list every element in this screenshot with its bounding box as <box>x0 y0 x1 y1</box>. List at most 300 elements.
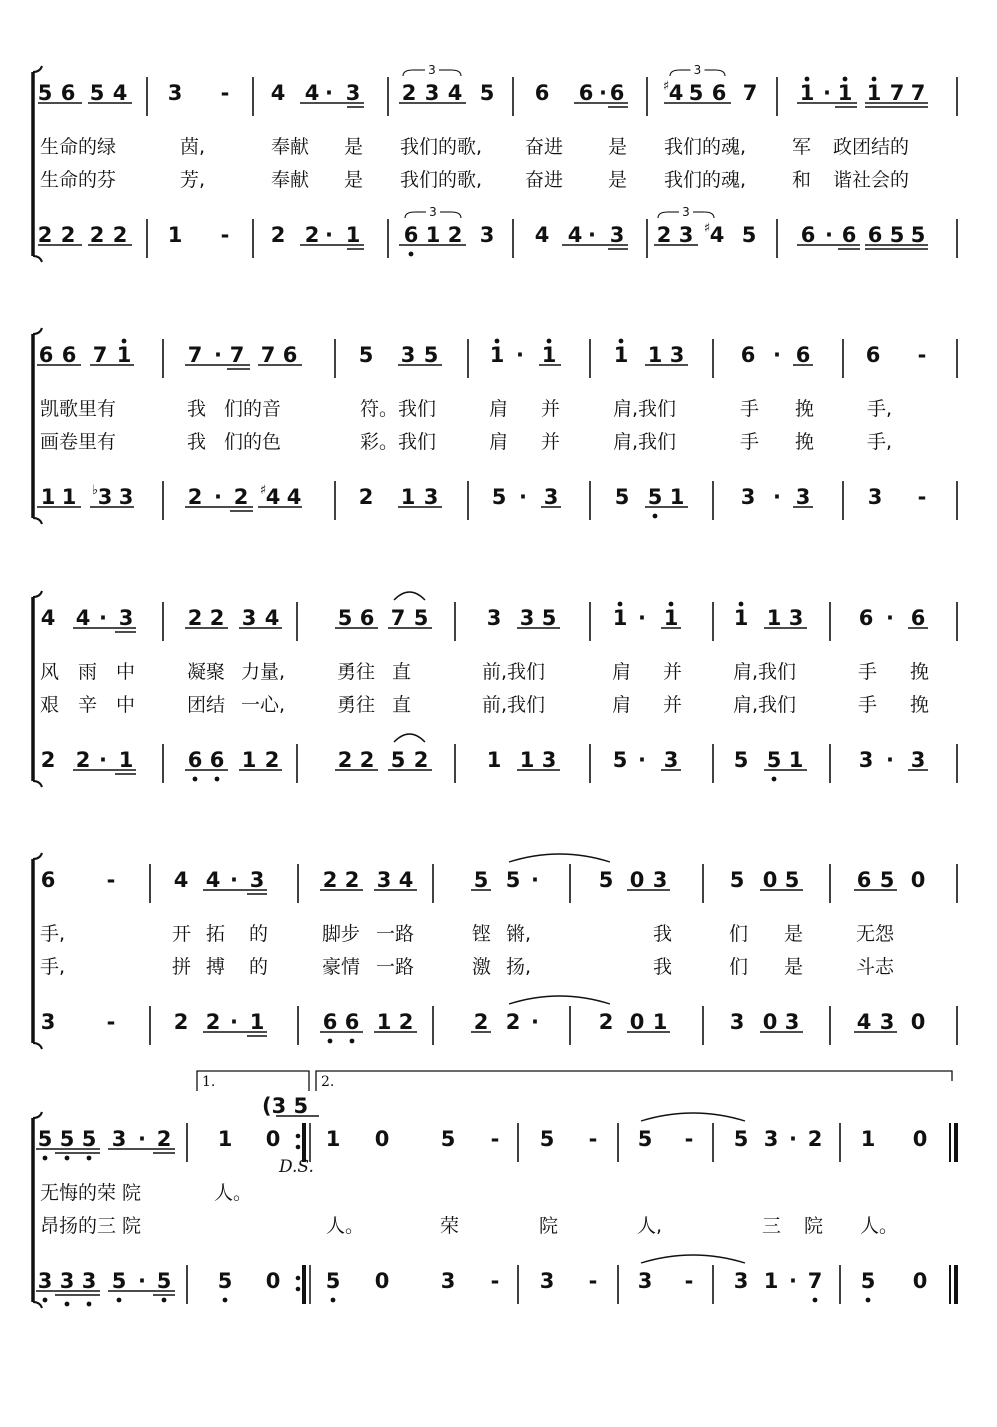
note: 6 <box>60 81 76 105</box>
note: · <box>886 748 894 772</box>
triplet-number: 3 <box>428 63 436 77</box>
lyric-verse-1: 锵, <box>506 923 532 945</box>
lyric-verse-1: 我 <box>187 398 207 420</box>
note: 1 <box>489 343 505 367</box>
note: 5 <box>784 868 800 892</box>
note: - <box>917 485 927 509</box>
lyric-verse-2: 豪情 <box>322 956 361 978</box>
note: 2 <box>807 1127 823 1151</box>
note: 4 <box>265 485 281 509</box>
note: 3 <box>733 1269 749 1293</box>
note: 2 <box>401 81 417 105</box>
octave-dot-low <box>409 252 414 257</box>
note: 2 <box>322 868 338 892</box>
octave-dot-low <box>328 1039 333 1044</box>
note: 1 <box>613 343 629 367</box>
note: 1 <box>733 606 749 630</box>
repeat-dot <box>296 1276 301 1281</box>
triplet-bracket <box>658 212 668 218</box>
lyric-verse-2: 人。 <box>326 1215 365 1237</box>
note: 2 <box>598 1010 614 1034</box>
note: 5 <box>766 748 782 772</box>
triplet-number: 3 <box>682 205 690 219</box>
bracket-hook-bottom <box>33 1302 42 1308</box>
lyric-verse-2: 是 <box>344 169 364 191</box>
note: 5 <box>325 1269 341 1293</box>
note: 3 <box>795 485 811 509</box>
lyric-verse-2: 是 <box>784 956 804 978</box>
note: - <box>917 343 927 367</box>
lyric-verse-1: 手 <box>858 661 878 683</box>
note: 5 <box>688 81 704 105</box>
note: - <box>220 223 230 247</box>
note: 5 <box>733 748 749 772</box>
note: 5 <box>473 868 489 892</box>
triplet-number: 3 <box>429 205 437 219</box>
note: 3 <box>867 485 883 509</box>
lyric-verse-1: 院 <box>122 1182 142 1204</box>
note: 2 <box>112 223 128 247</box>
lyric-verse-1: 的 <box>249 923 269 945</box>
note: 0 <box>374 1269 390 1293</box>
note: 4 <box>709 223 725 247</box>
note: 1 <box>249 1010 265 1034</box>
note: 3 <box>858 748 874 772</box>
lyric-verse-2: 挽 <box>910 694 930 716</box>
note: 1 <box>61 485 77 509</box>
note: 2 <box>344 868 360 892</box>
lyric-verse-1: 挽 <box>910 661 930 683</box>
note: 3 <box>111 1127 127 1151</box>
note: - <box>588 1269 598 1293</box>
note: 0 <box>265 1269 281 1293</box>
note: 5 <box>741 223 757 247</box>
note: 6 <box>40 868 56 892</box>
lyric-verse-2: 生命的芬 <box>40 169 117 191</box>
note: 2 <box>337 748 353 772</box>
lyric-verse-2: 三 <box>762 1215 782 1237</box>
note: 1 <box>217 1127 233 1151</box>
note: 2 <box>473 1010 489 1034</box>
note: 7 <box>390 606 406 630</box>
lyric-verse-2: 肩,我们 <box>733 694 797 716</box>
octave-dot-low <box>117 1298 122 1303</box>
lyric-verse-2: 肩 <box>612 694 632 716</box>
octave-dot-low <box>87 1302 92 1307</box>
note: · <box>99 606 107 630</box>
note: 1 <box>345 223 361 247</box>
lyric-verse-1: 肩 <box>612 661 632 683</box>
note: 1 <box>837 81 853 105</box>
note: 5 <box>910 223 926 247</box>
note: · <box>325 223 333 247</box>
system-3 <box>33 591 957 787</box>
note: 3 <box>118 485 134 509</box>
lyric-verse-2: 荣 <box>440 1215 460 1237</box>
note: 4 <box>398 868 414 892</box>
accidental-mark: ♯ <box>259 483 267 498</box>
volta-label: 1. <box>202 1074 216 1090</box>
lyric-verse-2: 前,我们 <box>482 694 546 716</box>
note: 2 <box>270 223 286 247</box>
octave-dot-low <box>223 1298 228 1303</box>
note: 3 <box>652 868 668 892</box>
system-5 <box>33 1071 956 1308</box>
note: 5 <box>614 485 630 509</box>
note: 4 <box>270 81 286 105</box>
note: · <box>214 343 222 367</box>
note: 6 <box>800 223 816 247</box>
note: 4 <box>856 1010 872 1034</box>
octave-dot-high <box>669 602 674 607</box>
octave-dot-low <box>162 1298 167 1303</box>
note: 1 <box>400 485 416 509</box>
lyric-verse-1: 是 <box>608 136 628 158</box>
lyric-verse-1: 奋进 <box>525 136 564 158</box>
lyric-verse-2: 手, <box>867 431 893 453</box>
system-4 <box>33 853 957 1049</box>
note: 1 <box>860 1127 876 1151</box>
lyric-verse-1: 风 <box>40 661 60 683</box>
note: 7 <box>807 1269 823 1293</box>
lyric-verse-2: 扬, <box>506 956 532 978</box>
note: 5 <box>889 223 905 247</box>
note: 3 <box>519 606 535 630</box>
bracket-hook-bottom <box>33 1043 42 1049</box>
note: 3 <box>345 81 361 105</box>
lyric-verse-1: 拓 <box>206 923 226 945</box>
note: · <box>99 748 107 772</box>
note: - <box>490 1269 500 1293</box>
bracket-hook-top <box>33 1112 42 1118</box>
note: 7 <box>742 81 758 105</box>
note: · <box>823 81 831 105</box>
lyric-verse-2: 斗志 <box>856 956 895 978</box>
note: 2 <box>40 748 56 772</box>
lyric-verse-2: 拼 <box>172 956 192 978</box>
accidental-mark: ♯ <box>703 221 711 236</box>
note: 6 <box>187 748 203 772</box>
note: 4 <box>75 606 91 630</box>
note: 6 <box>910 606 926 630</box>
lyric-verse-2: 画卷里有 <box>40 431 117 453</box>
lyric-verse-1: 一路 <box>376 923 415 945</box>
note: 3 <box>59 1269 75 1293</box>
note: · <box>789 1269 797 1293</box>
triplet-bracket <box>451 212 461 218</box>
note: 5 <box>541 606 557 630</box>
note: 3 <box>424 81 440 105</box>
note: · <box>230 1010 238 1034</box>
note: · <box>138 1269 146 1293</box>
note: 3 <box>637 1269 653 1293</box>
note: - <box>588 1127 598 1151</box>
lyric-verse-1: 奉献 <box>271 136 310 158</box>
note: 6 <box>795 343 811 367</box>
octave-dot-high <box>805 77 810 82</box>
note: · <box>599 81 607 105</box>
note: 6 <box>856 868 872 892</box>
bracket-hook-top <box>33 591 42 597</box>
note: · <box>138 1127 146 1151</box>
note: · <box>531 1010 539 1034</box>
note: - <box>684 1269 694 1293</box>
lyric-verse-1: 力量, <box>241 661 286 683</box>
octave-dot-low <box>331 1298 336 1303</box>
note: 4 <box>264 606 280 630</box>
note: 5 <box>423 343 439 367</box>
note: 7 <box>92 343 108 367</box>
note: 1 <box>116 343 132 367</box>
lyric-verse-2: 艰 <box>40 694 60 716</box>
note: 1 <box>118 748 134 772</box>
note: 6 <box>322 1010 338 1034</box>
note: 2 <box>37 223 53 247</box>
note: · <box>825 223 833 247</box>
lyric-verse-2: 手 <box>740 431 760 453</box>
lyric-verse-1: 肩,我们 <box>733 661 797 683</box>
tie-arc <box>641 1255 745 1263</box>
note: 4 <box>447 81 463 105</box>
note: 6 <box>841 223 857 247</box>
note: 6 <box>403 223 419 247</box>
note: 2 <box>187 606 203 630</box>
note: 5 <box>598 868 614 892</box>
note: 7 <box>260 343 276 367</box>
lyric-verse-1: 并 <box>663 661 683 683</box>
note: 6 <box>858 606 874 630</box>
lyric-verse-2: 中 <box>116 694 136 716</box>
lyric-verse-2: 我们的歌, <box>400 169 483 191</box>
note: 6 <box>534 81 550 105</box>
note: 7 <box>187 343 203 367</box>
repeat-dot <box>296 1145 301 1150</box>
octave-dot-high <box>843 77 848 82</box>
note: 3 <box>97 485 113 509</box>
octave-dot-low <box>866 1298 871 1303</box>
triplet-bracket <box>403 70 413 76</box>
note: 5 <box>217 1269 233 1293</box>
lyric-verse-2: 奉献 <box>271 169 310 191</box>
lyric-verse-2: 肩,我们 <box>613 431 677 453</box>
lyric-verse-2: 勇往 <box>337 694 376 716</box>
note: 3 <box>539 1269 555 1293</box>
note: 5 <box>59 1127 75 1151</box>
lyric-verse-2: 昂扬的三 <box>40 1215 117 1237</box>
octave-dot-low <box>653 514 658 519</box>
note: 1 <box>40 485 56 509</box>
lyric-verse-2: 们的色 <box>224 431 282 453</box>
lyric-verse-1: 人。 <box>214 1182 253 1204</box>
note: 1 <box>241 748 257 772</box>
lyric-verse-2: 手 <box>858 694 878 716</box>
note: 1 <box>766 606 782 630</box>
lyric-verse-2: 人。 <box>860 1215 899 1237</box>
lyric-verse-1: 手, <box>40 923 66 945</box>
note: 1 <box>652 1010 668 1034</box>
lyric-verse-2: 和 <box>792 169 812 191</box>
note: · <box>886 606 894 630</box>
note: 5 <box>358 343 374 367</box>
lyric-verse-1: 无怨 <box>856 923 895 945</box>
note: 4 <box>173 868 189 892</box>
note: 3 <box>543 485 559 509</box>
tie-arc <box>394 592 425 600</box>
lyric-verse-2: 并 <box>541 431 561 453</box>
note: 0 <box>629 1010 645 1034</box>
note: 4 <box>534 223 550 247</box>
note: 5 <box>111 1269 127 1293</box>
note: 5 <box>879 868 895 892</box>
note: 1 <box>647 343 663 367</box>
octave-dot-low <box>65 1156 70 1161</box>
note: 3 <box>541 748 557 772</box>
lyric-verse-2: 院 <box>539 1215 559 1237</box>
pickup-notes: (3 5 <box>262 1094 309 1118</box>
lyric-verse-1: 手, <box>867 398 893 420</box>
note: 3 <box>249 868 265 892</box>
note: - <box>490 1127 500 1151</box>
note: 2 <box>209 606 225 630</box>
note: 2 <box>173 1010 189 1034</box>
note: 5 <box>81 1127 97 1151</box>
lyric-verse-1: 勇往 <box>337 661 376 683</box>
note: 0 <box>629 868 645 892</box>
note: 2 <box>233 485 249 509</box>
note: 3 <box>118 606 134 630</box>
lyric-verse-1: 凯歌里有 <box>40 398 117 420</box>
lyric-verse-2: 我 <box>653 956 673 978</box>
note: 5 <box>612 748 628 772</box>
note: 5 <box>729 868 745 892</box>
lyric-verse-2: 彩。我们 <box>360 431 437 453</box>
note: 2 <box>205 1010 221 1034</box>
triplet-bracket <box>704 212 714 218</box>
note: 1 <box>799 81 815 105</box>
octave-dot-high <box>547 339 552 344</box>
lyric-verse-1: 生命的绿 <box>40 136 117 158</box>
note: 2 <box>413 748 429 772</box>
note: 0 <box>762 1010 778 1034</box>
note: 2 <box>505 1010 521 1034</box>
note: 1 <box>663 606 679 630</box>
lyric-verse-1: 符。我们 <box>360 398 437 420</box>
lyric-verse-2: 辛 <box>78 694 98 716</box>
note: 3 <box>40 1010 56 1034</box>
lyric-verse-1: 挽 <box>795 398 815 420</box>
note: 3 <box>788 606 804 630</box>
note: 3 <box>400 343 416 367</box>
note: 2 <box>264 748 280 772</box>
note: 5 <box>156 1269 172 1293</box>
note: 2 <box>447 223 463 247</box>
note: 3 <box>609 223 625 247</box>
note: 0 <box>910 868 926 892</box>
bracket-hook-bottom <box>33 256 42 262</box>
note: 3 <box>669 343 685 367</box>
note: 5 <box>637 1127 653 1151</box>
note: - <box>684 1127 694 1151</box>
repeat-dot <box>296 1134 301 1139</box>
note: 3 <box>423 485 439 509</box>
note: · <box>773 485 781 509</box>
triplet-bracket <box>405 212 415 218</box>
note: 3 <box>763 1127 779 1151</box>
volta-label: 2. <box>321 1074 335 1090</box>
note: · <box>773 343 781 367</box>
note: 1 <box>167 223 183 247</box>
lyric-verse-2: 院 <box>804 1215 824 1237</box>
note: · <box>789 1127 797 1151</box>
note: 3 <box>729 1010 745 1034</box>
note: 4 <box>567 223 583 247</box>
note: 6 <box>61 343 77 367</box>
note: 1 <box>669 485 685 509</box>
lyric-verse-2: 激 <box>472 956 492 978</box>
note: 6 <box>282 343 298 367</box>
note: · <box>214 485 222 509</box>
note: 3 <box>784 1010 800 1034</box>
note: - <box>220 81 230 105</box>
note: 2 <box>75 748 91 772</box>
note: 3 <box>167 81 183 105</box>
octave-dot-high <box>739 602 744 607</box>
note: - <box>106 868 116 892</box>
note: 7 <box>889 81 905 105</box>
note: 1 <box>612 606 628 630</box>
note: 3 <box>486 606 502 630</box>
note: 2 <box>656 223 672 247</box>
octave-dot-low <box>193 777 198 782</box>
note: 0 <box>374 1127 390 1151</box>
lyric-verse-1: 们 <box>729 923 749 945</box>
note: 6 <box>711 81 727 105</box>
octave-dot-high <box>122 339 127 344</box>
note: · <box>638 748 646 772</box>
lyric-verse-1: 政团结的 <box>833 136 910 158</box>
bracket-hook-bottom <box>33 518 42 524</box>
accidental-mark: ♯ <box>662 79 670 94</box>
note: 3 <box>678 223 694 247</box>
note: · <box>531 868 539 892</box>
note: 2 <box>156 1127 172 1151</box>
lyric-verse-1: 我们的魂, <box>664 136 747 158</box>
lyric-verse-2: 并 <box>663 694 683 716</box>
octave-dot-high <box>495 339 500 344</box>
note: 0 <box>912 1269 928 1293</box>
note: 4 <box>40 606 56 630</box>
lyric-verse-2: 直 <box>392 694 412 716</box>
bracket-hook-bottom <box>33 781 42 787</box>
note: · <box>325 81 333 105</box>
note: 1 <box>763 1269 779 1293</box>
lyric-verse-1: 直 <box>392 661 412 683</box>
lyric-verse-1: 凝聚 <box>187 661 226 683</box>
lyric-verse-1: 开 <box>172 923 192 945</box>
note: 5 <box>89 81 105 105</box>
lyric-verse-1: 脚步 <box>322 923 361 945</box>
note: 6 <box>867 223 883 247</box>
note: 5 <box>413 606 429 630</box>
octave-dot-low <box>43 1156 48 1161</box>
lyric-verse-1: 中 <box>116 661 136 683</box>
lyric-verse-1: 无悔的荣 <box>40 1182 117 1204</box>
note: 5 <box>733 1127 749 1151</box>
lyric-verse-1: 并 <box>541 398 561 420</box>
note: 3 <box>37 1269 53 1293</box>
bracket-hook-top <box>33 328 42 334</box>
note: · <box>516 343 524 367</box>
